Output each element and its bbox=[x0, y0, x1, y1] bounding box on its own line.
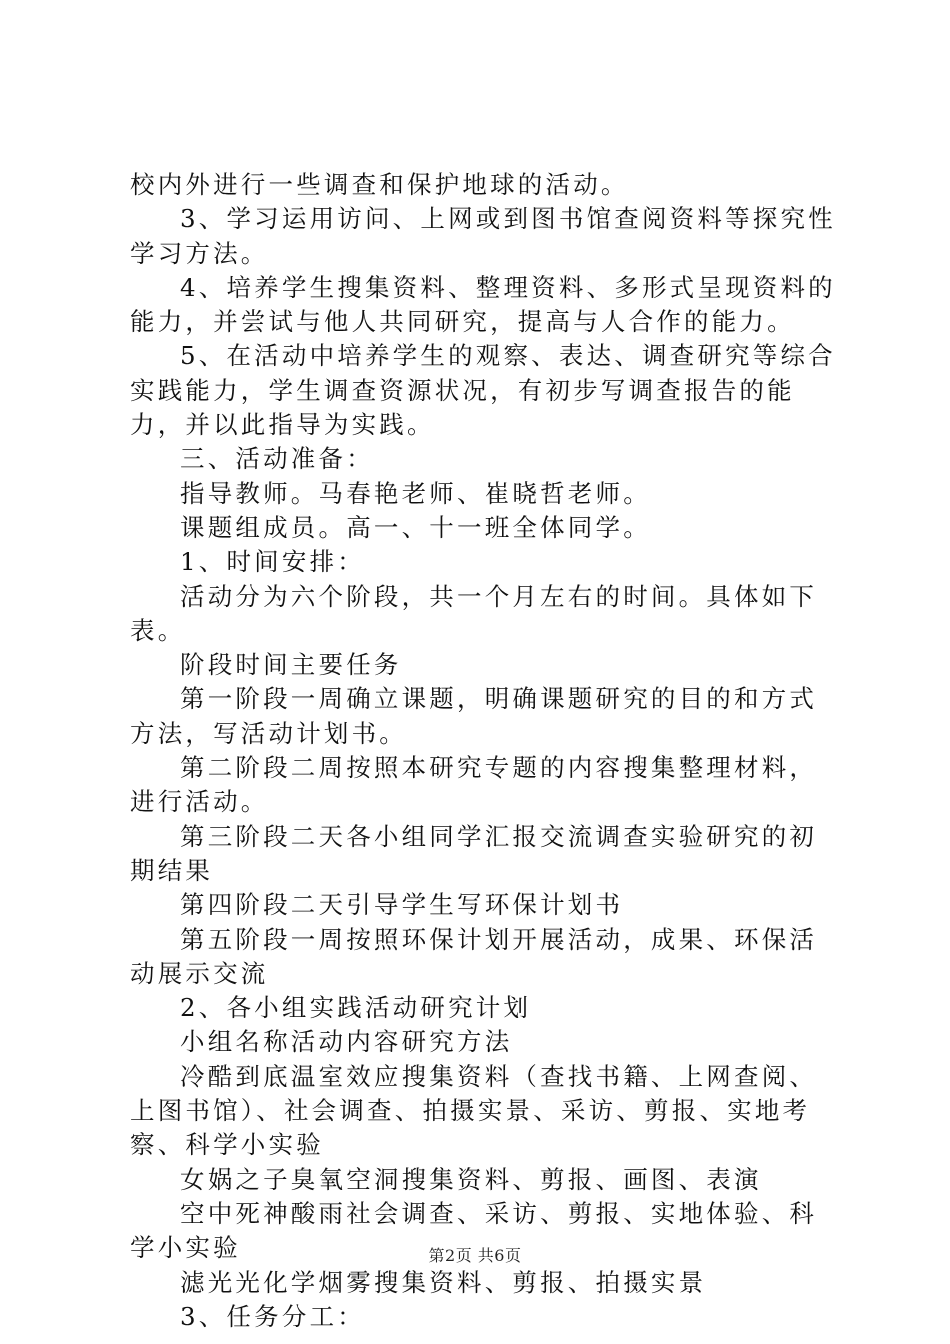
page-footer: 第2页 共6页 bbox=[428, 1246, 522, 1265]
paragraph: 5、在活动中培养学生的观察、表达、调查研究等综合实践能力，学生调查资源状况，有初步写调查报告的能力，并以此指导为实践。 bbox=[130, 341, 836, 440]
paragraph: 滤光光化学烟雾搜集资料、剪报、拍摄实景 bbox=[180, 1267, 707, 1297]
paragraph: 校内外进行一些调查和保护地球的活动。 bbox=[130, 170, 629, 199]
paragraph: 3、学习运用访问、上网或到图书馆查阅资料等探究性学习方法。 bbox=[130, 204, 836, 268]
paragraph: 小组名称活动内容研究方法 bbox=[180, 1027, 513, 1057]
paragraph: 活动分为六个阶段，共一个月左右的时间。具体如下表。 bbox=[130, 581, 818, 645]
paragraph: 指导教师。马春艳老师、崔晓哲老师。 bbox=[180, 478, 651, 508]
paragraph: 女娲之子臭氧空洞搜集资料、剪报、画图、表演 bbox=[180, 1164, 762, 1194]
paragraph: 课题组成员。高一、十一班全体同学。 bbox=[180, 512, 651, 542]
paragraph: 冷酷到底温室效应搜集资料（查找书籍、上网查阅、上图书馆）、社会调查、拍摄实景、采访、剪报、实地考察、科学小实验 bbox=[130, 1061, 818, 1160]
paragraph: 第三阶段二天各小组同学汇报交流调查实验研究的初期结果 bbox=[130, 821, 818, 885]
paragraph: 阶段时间主要任务 bbox=[180, 650, 402, 680]
paragraph: 第二阶段二周按照本研究专题的内容搜集整理材料，进行活动。 bbox=[130, 753, 818, 817]
paragraph: 3、任务分工： bbox=[180, 1301, 365, 1331]
paragraph: 4、培养学生搜集资料、整理资料、多形式呈现资料的能力，并尝试与他人共同研究，提高与人合作的能力。 bbox=[130, 272, 836, 337]
paragraph: 三、活动准备： bbox=[180, 444, 374, 474]
paragraph: 第五阶段一周按照环保计划开展活动，成果、环保活动展示交流 bbox=[130, 924, 818, 988]
paragraph: 1、时间安排： bbox=[180, 547, 365, 577]
document-body bbox=[130, 168, 842, 1334]
paragraph: 第一阶段一周确立课题，明确课题研究的目的和方式方法，写活动计划书。 bbox=[130, 684, 818, 748]
paragraph: 2、各小组实践活动研究计划 bbox=[180, 993, 532, 1023]
paragraph: 空中死神酸雨社会调查、采访、剪报、实地体验、科学小实验 bbox=[130, 1198, 818, 1263]
paragraph: 第四阶段二天引导学生写环保计划书 bbox=[180, 890, 624, 920]
